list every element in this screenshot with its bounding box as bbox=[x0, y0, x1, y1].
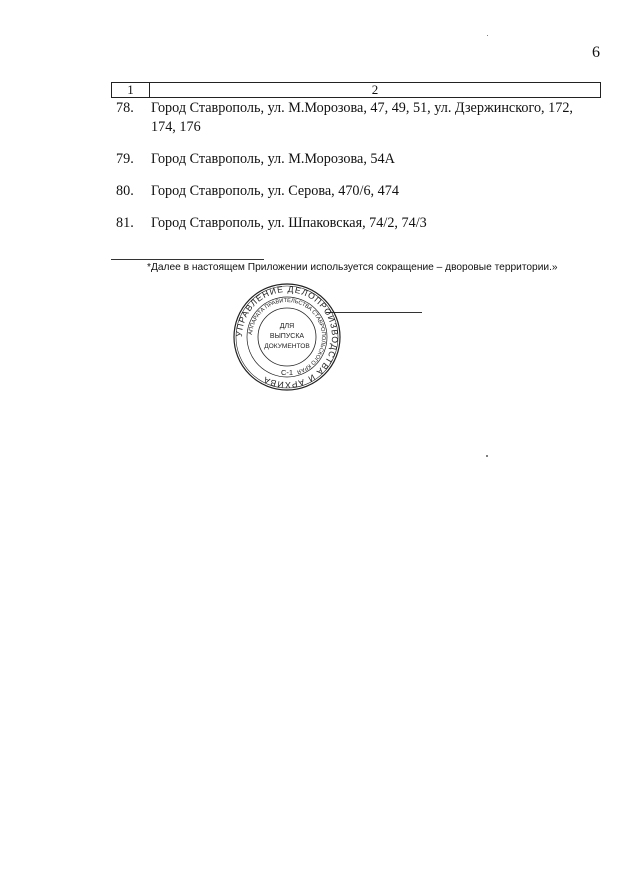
table-header-row bbox=[111, 82, 601, 98]
item-number: 81. bbox=[116, 215, 134, 231]
item-number: 78. bbox=[116, 100, 134, 116]
official-seal-stamp bbox=[232, 282, 342, 392]
list-item bbox=[111, 99, 601, 137]
item-address: Город Ставрополь, ул. Серова, 470/6, 474 bbox=[151, 183, 399, 199]
list-item bbox=[111, 214, 601, 233]
scan-speck bbox=[487, 35, 488, 36]
list-item bbox=[111, 150, 601, 169]
scan-speck bbox=[486, 455, 488, 457]
stamp-center-line-2: ВЫПУСКА bbox=[269, 333, 305, 340]
stamp-center-line-1: ДЛЯ bbox=[279, 323, 295, 330]
page-number: 6 bbox=[592, 44, 600, 61]
column-header-2: 2 bbox=[371, 82, 379, 97]
item-number: 80. bbox=[116, 183, 134, 199]
stamp-center-line-3: ДОКУМЕНТОВ bbox=[264, 343, 310, 350]
item-number: 79. bbox=[116, 151, 134, 167]
item-address: Город Ставрополь, ул. М.Морозова, 54А bbox=[151, 151, 395, 167]
footnote: *Далее в настоящем Приложении используется сокращение – дворовые территории.» bbox=[147, 262, 558, 273]
stamp-code: С-1 bbox=[280, 368, 294, 377]
item-address: Город Ставрополь, ул. М.Морозова, 47, 49, 51, ул. Дзержинского, 172, 174, 176 bbox=[151, 100, 573, 135]
stamp-inner-text: АППАРАТА ПРАВИТЕЛЬСТВА СТАВРОПОЛЬСКОГО КРАЯ bbox=[248, 297, 327, 375]
list-item bbox=[111, 182, 601, 201]
column-header-1: 1 bbox=[112, 83, 150, 97]
item-address: Город Ставрополь, ул. Шпаковская, 74/2, 74/3 bbox=[151, 215, 427, 231]
footnote-separator bbox=[111, 259, 264, 260]
address-list bbox=[111, 99, 601, 246]
stamp-outer-text: УПРАВЛЕНИЕ ДЕЛОПРОИЗВОДСТВА И АРХИВА bbox=[233, 283, 341, 391]
